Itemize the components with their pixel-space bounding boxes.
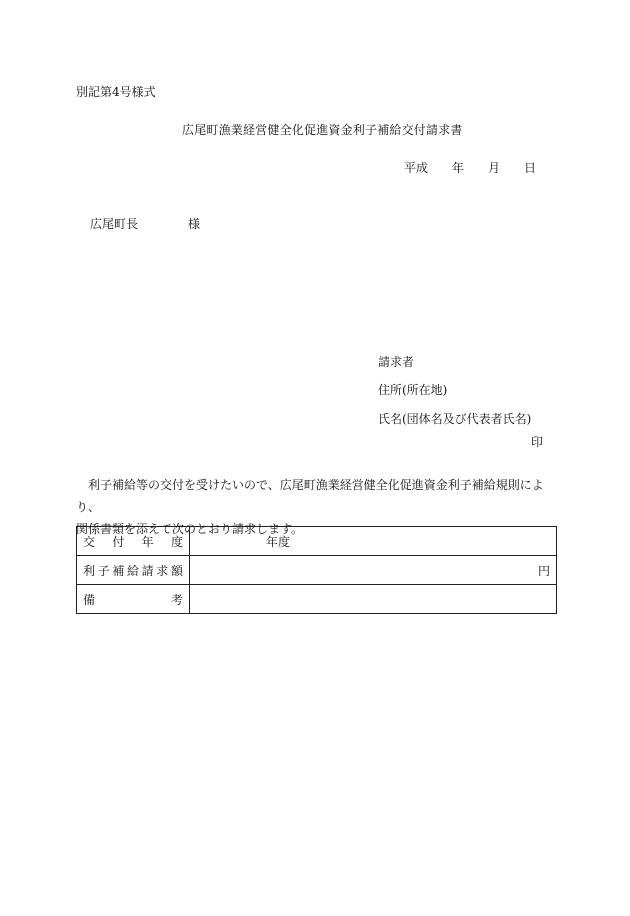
addressee	[90, 218, 200, 230]
request-statement-line1: 利子補給等の交付を受けたいので、広尾町漁業経営健全化促進資金利子補給規則により、	[76, 478, 544, 514]
document-title: 広尾町漁業経営健全化促進資金利子補給交付請求書	[182, 123, 463, 137]
request-statement-line2: 関係書類を添えて次のとおり請求します。	[76, 522, 304, 536]
label-char: 請	[141, 563, 154, 578]
fiscal-year-label	[77, 527, 190, 556]
label-char: 求	[156, 563, 169, 578]
date-day: 日	[524, 161, 537, 175]
remarks-label	[77, 585, 190, 614]
subsidy-amount-label	[77, 556, 190, 585]
table-row	[77, 527, 557, 556]
label-char: 子	[97, 563, 110, 578]
label-char: 給	[126, 563, 139, 578]
label-char: 交	[83, 534, 96, 549]
form-number: 別記第4号様式	[76, 85, 156, 99]
seal-mark: 印	[531, 435, 544, 449]
label-char: 考	[170, 592, 183, 607]
label-char: 額	[170, 563, 183, 578]
date-line	[404, 162, 536, 174]
applicant-address-label: 住所(所在地)	[378, 383, 448, 397]
table-row	[77, 556, 557, 585]
subsidy-amount-field[interactable]	[190, 556, 557, 585]
label-char: 度	[170, 534, 183, 549]
table-row	[77, 585, 557, 614]
addressee-honorific: 様	[188, 217, 201, 231]
label-char: 利	[83, 563, 96, 578]
label-char: 備	[83, 592, 96, 607]
fiscal-year-unit: 年度	[266, 534, 291, 549]
date-year: 年	[452, 161, 465, 175]
label-char: 付	[112, 534, 125, 549]
date-month: 月	[488, 161, 501, 175]
date-era: 平成	[404, 161, 429, 175]
applicant-label: 請求者	[378, 355, 415, 369]
fiscal-year-field[interactable]	[190, 527, 557, 556]
addressee-name: 広尾町長	[90, 217, 139, 231]
remarks-field[interactable]	[190, 585, 557, 614]
applicant-name-label: 氏名(団体名及び代表者氏名)	[378, 412, 532, 426]
label-char: 年	[141, 534, 154, 549]
request-table	[76, 526, 557, 614]
label-char: 補	[112, 563, 125, 578]
yen-unit: 円	[537, 563, 550, 578]
